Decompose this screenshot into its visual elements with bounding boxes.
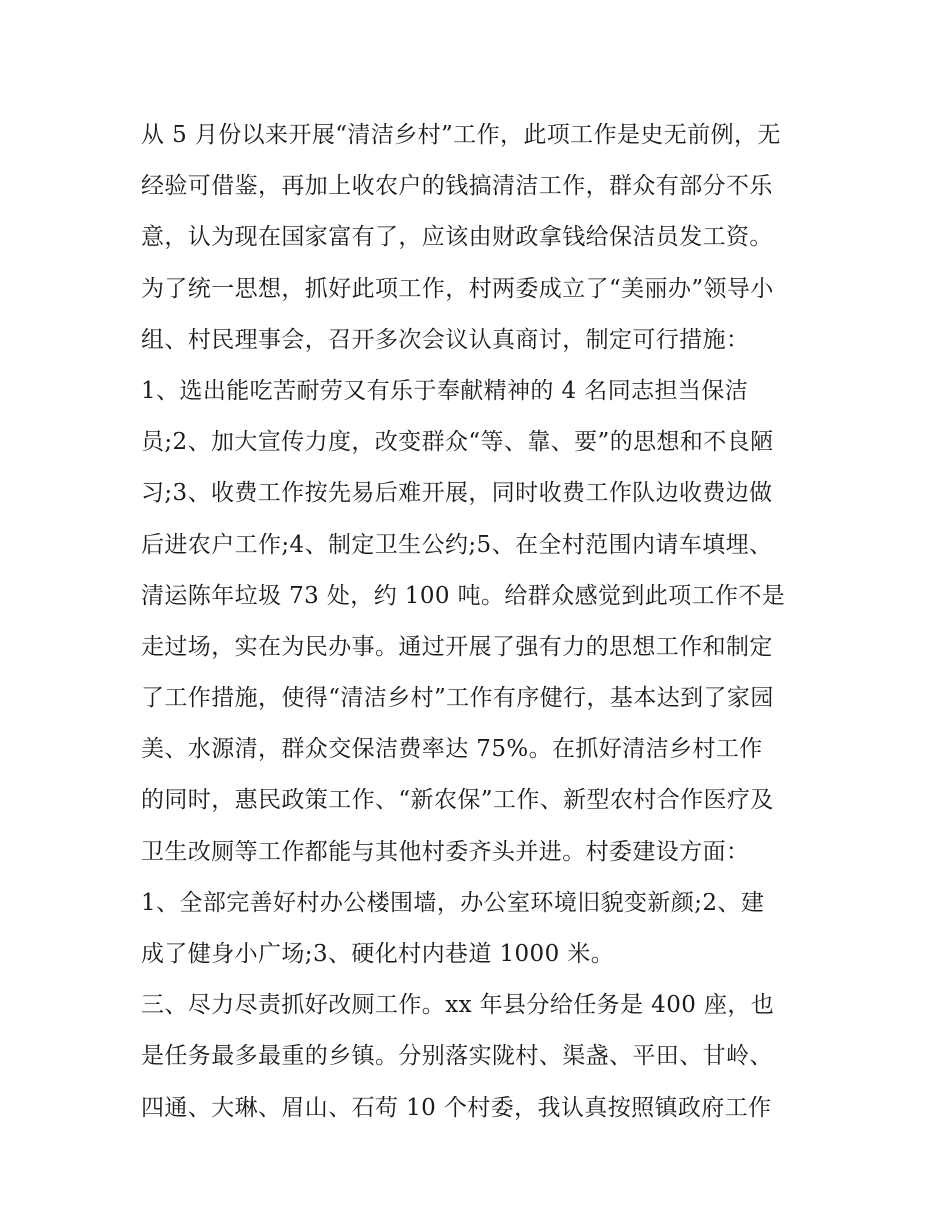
text-line: 了工作措施，使得“清洁乡村”工作有序健行，基本达到了家园: [141, 685, 774, 712]
text-line: 的同时，惠民政策工作、“新农保”工作、新型农村合作医疗及: [141, 787, 774, 814]
text-line: 习;3、收费工作按先易后难开展，同时收费工作队边收费边做: [141, 480, 773, 507]
text-line: 从 5 月份以来开展“清洁乡村”工作，此项工作是史无前例，无: [141, 122, 781, 148]
text-line: 后进农户工作;4、制定卫生公约;5、在全村范围内请车填埋、: [141, 531, 773, 558]
text-line: 卫生改厕等工作都能与其他村委齐头并进。村委建设方面：: [141, 838, 750, 865]
text-line: 1、选出能吃苦耐劳又有乐于奉献精神的 4 名同志担当保洁: [141, 377, 749, 404]
text-line: 走过场，实在为民办事。通过开展了强有力的思想工作和制定: [141, 633, 773, 660]
text-line: 组、村民理事会，召开多次会议认真商讨，制定可行措施：: [141, 326, 750, 353]
text-line: 清运陈年垃圾 73 处，约 100 吨。给群众感觉到此项工作不是: [141, 582, 786, 609]
text-line: 是任务最多最重的乡镇。分别落实陇村、渠盏、平田、甘岭、: [141, 1043, 773, 1070]
text-line: 成了健身小广场;3、硬化村内巷道 1000 米。: [141, 941, 615, 967]
text-line: 意，认为现在国家富有了，应该由财政拿钱给保洁员发工资。: [141, 224, 773, 251]
text-line: 美、水源清，群众交保洁费率达 75%。在抓好清洁乡村工作: [141, 736, 763, 763]
document-body: [141, 110, 813, 1134]
text-line: 三、尽力尽责抓好改厕工作。xx 年县分给任务是 400 座，也: [141, 992, 775, 1019]
text-line: 员;2、加大宣传力度，改变群众“等、靠、要”的思想和不良陋: [141, 429, 774, 456]
text-line: 1、全部完善好村办公楼围墙，办公室环境旧貌变新颜;2、建: [141, 889, 765, 916]
text-line: 四通、大琳、眉山、石苟 10 个村委，我认真按照镇政府工作: [141, 1094, 772, 1121]
text-line: 经验可借鉴，再加上收农户的钱搞清洁工作，群众有部分不乐: [141, 173, 773, 200]
text-line: 为了统一思想，抓好此项工作，村两委成立了“美丽办”领导小: [141, 275, 774, 302]
